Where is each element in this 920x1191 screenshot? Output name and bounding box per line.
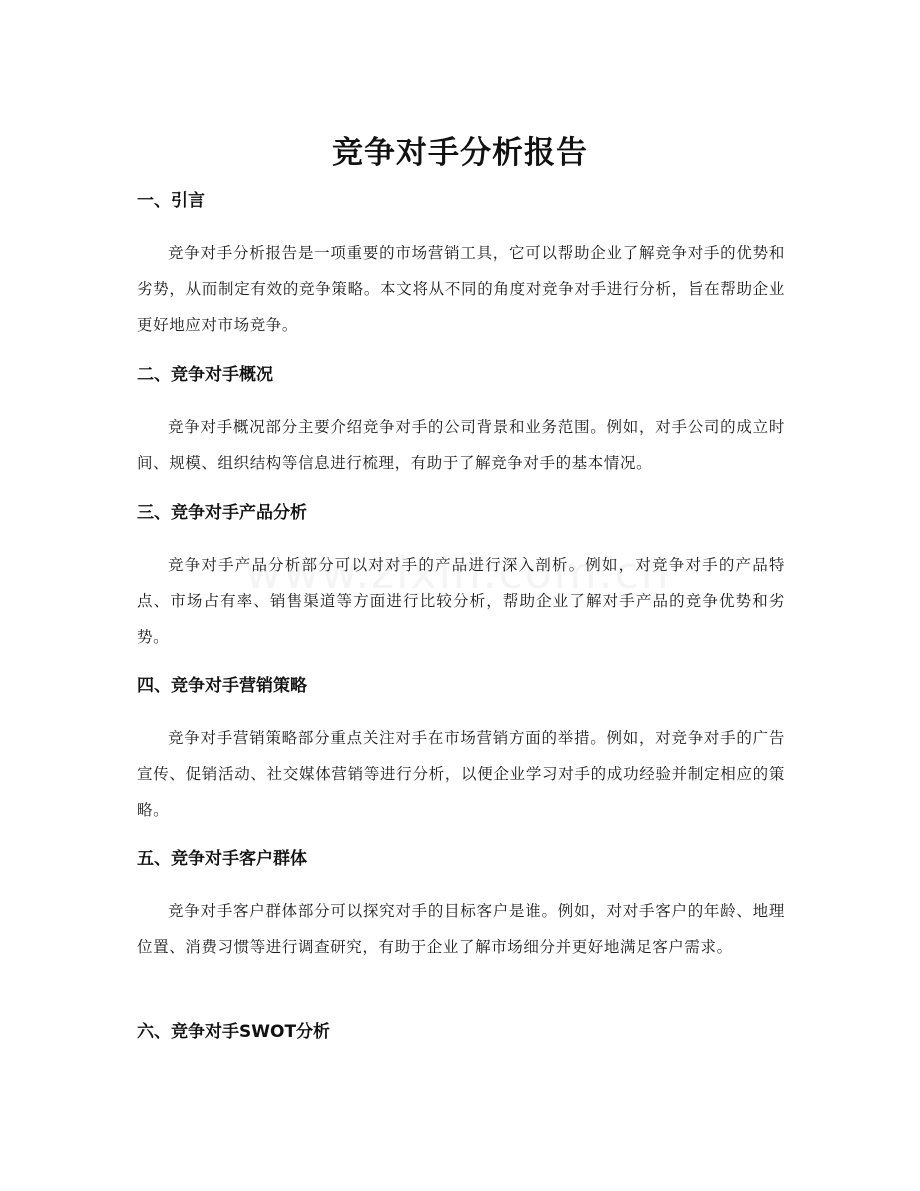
section-body: 竞争对手分析报告是一项重要的市场营销工具，它可以帮助企业了解竞争对手的优势和劣势，从而制定有效的竞争策略。本文将从不同的角度对竞争对手进行分析，旨在帮助企业更好地应对市场竞争。	[137, 244, 785, 334]
section-heading: 六、竞争对手SWOT分析	[137, 1022, 331, 1042]
section-heading: 二、竞争对手概况	[137, 365, 273, 385]
section-introduction	[137, 187, 785, 343]
document-title: 竞争对手分析报告	[332, 134, 588, 171]
section-body: 竞争对手产品分析部分可以对对手的产品进行深入剖析。例如，对竞争对手的产品特点、市场占有率、销售渠道等方面进行比较分析，帮助企业了解对手产品的竞争优势和劣势。	[137, 556, 785, 646]
section-heading: 四、竞争对手营销策略	[137, 676, 307, 696]
section-customer-groups	[137, 845, 785, 965]
section-product-analysis	[137, 499, 785, 655]
section-competitor-overview	[137, 361, 785, 481]
section-heading: 三、竞争对手产品分析	[137, 503, 307, 523]
section-swot-analysis	[137, 1018, 785, 1046]
section-body: 竞争对手客户群体部分可以探究对手的目标客户是谁。例如，对对手客户的年龄、地理位置、消费习惯等进行调查研究，有助于企业了解市场细分并更好地满足客户需求。	[137, 902, 785, 956]
section-body: 竞争对手概况部分主要介绍竞争对手的公司背景和业务范围。例如，对手公司的成立时间、规模、组织结构等信息进行梳理，有助于了解竞争对手的基本情况。	[137, 418, 785, 472]
section-heading: 一、引言	[137, 191, 205, 211]
section-body: 竞争对手营销策略部分重点关注对手在市场营销方面的举措。例如，对竞争对手的广告宣传、促销活动、社交媒体营销等进行分析，以便企业学习对手的成功经验并制定相应的策略。	[137, 729, 785, 819]
section-marketing-strategy	[137, 672, 785, 828]
section-heading: 五、竞争对手客户群体	[137, 849, 307, 869]
